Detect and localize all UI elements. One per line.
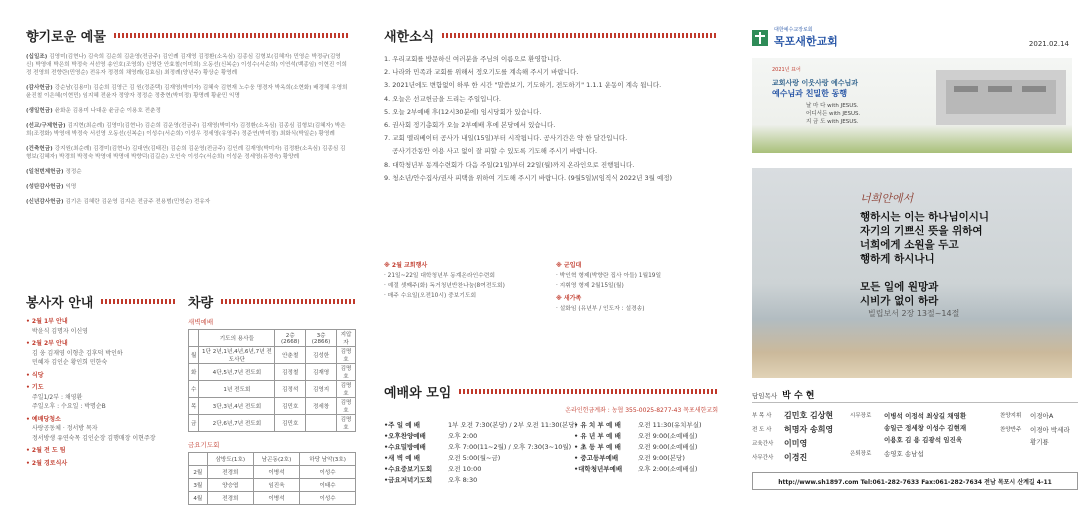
worship-row (384, 464, 574, 475)
table-cell: 양승엽 (207, 479, 253, 492)
offering-list (26, 53, 348, 206)
worship-time: 오후 2:00 (448, 432, 478, 440)
elder-line: 이용호 김 용 김광석 임진욱 (884, 436, 963, 444)
table-cell: 수 (189, 381, 199, 398)
offering-names: 김지현(최순례) 김영미(김현나) 김순희 김운영(전금주) 김재영(박미자) 김정환(소옥심) 김종심 김형보(김혜자) 박은희(조정화) 박영애 박정숙 서선영 오동선(신복순) 이성수(서순희) 이성우 정세영(유영주) 정준연(박미정) 최화식(박일순) 황영례 (26, 123, 346, 137)
staff-name: 이경진 (784, 453, 808, 462)
worship-row (384, 442, 574, 453)
table-cell: 김명호 (336, 347, 355, 364)
verse-line: 행하게 하시나니 (860, 253, 935, 265)
title-rule (442, 33, 718, 38)
volunteer-label: • 2월 전 도 팀 (26, 447, 66, 454)
motto-line2: 예수님과 친밀한 동행 (772, 89, 848, 98)
volunteer-names: 주일1/2부 : 채영환 주일오후 : 수요일 : 박명순B (32, 393, 106, 410)
elders-list (884, 410, 966, 446)
offering-entry (26, 53, 348, 77)
online-account: 온라인헌금계좌 : 농협 355-0025-8277-43 목포새한교회 (565, 407, 718, 414)
gifts-title: 향기로운 예물 (26, 30, 106, 45)
table-cell: 김성한 (306, 347, 337, 364)
motto-sub (806, 102, 860, 126)
table-cell: 전경희 (207, 466, 253, 479)
news-item: 1. 우리교회를 방문하신 여러분을 주님의 이름으로 환영합니다. (384, 55, 562, 63)
table-cell: 4단,5년,7년 전도회 (199, 364, 275, 381)
verse-line: 시비가 없이 하라 (860, 295, 939, 307)
events-right (556, 258, 718, 314)
volunteer-label: • 2월 경로식사 (26, 459, 68, 467)
worship-schedule (384, 420, 718, 486)
worship-title-row (384, 382, 718, 401)
accompanist-block (1000, 424, 1070, 448)
worship-row (574, 431, 718, 442)
offering-names: 김영미(김현나) 김숙희 김순희 김운영(전금주) 김인례 김재영 김정환(소옥심) 김종심 김형보(김혜자) 민영순 박정규(김영신) 박영애 박은희 박정숙 서선영 송인호(조영희) 신영란 안효철(이미희) 오동선(신복순) 이성수(서순희) 이연석(백종임) 이현진 이희정 전영희 전향란(민영순) 전유자 정경희 채영례(김효심) 최정례(양년주) 황상순 황영례 (26, 54, 347, 76)
events-box (384, 258, 718, 314)
worship-row (384, 431, 574, 442)
table-row (189, 479, 356, 492)
offering-entry (26, 198, 348, 206)
offering-entry (26, 183, 348, 191)
table-cell: 2월 (189, 466, 208, 479)
worship-time: 1부 오전 7:30(본당) / 2부 오전 11:30(본당) (448, 421, 578, 429)
cross-icon (752, 30, 768, 46)
offering-category: (건축헌금) (26, 146, 55, 152)
volunteer-item (26, 383, 176, 412)
church-logo (752, 26, 838, 49)
dawn-vehicle-table (188, 329, 356, 432)
denomination: 대한예수교장로회 (774, 27, 813, 33)
table-cell: 김명호 (336, 364, 355, 381)
worship-name: •대학청년부예배 (574, 465, 623, 473)
table-row (189, 347, 356, 364)
verse-line: 너희에게 소원을 두고 (860, 239, 959, 251)
verse-reference: 빌립보서 2장 13절~14절 (868, 309, 960, 318)
table-header-cell: 기도의 용사들 (199, 330, 275, 347)
table-cell: 이병석 (253, 492, 299, 505)
elder-line: 이병석 이정석 최상길 채영환 (884, 412, 967, 420)
table-header-cell (189, 330, 199, 347)
table-cell: 김민호 (275, 398, 306, 415)
event-item: · 지휘영 형제 2월15일(월) (556, 283, 624, 289)
staff-role: 교육간사 (752, 441, 774, 447)
staff-row (752, 410, 852, 422)
offering-entry (26, 84, 348, 100)
worship-name: • 초 등 부 예 배 (574, 443, 621, 451)
worship-time: 오전 5:00(월~금) (448, 454, 501, 462)
offering-names: 익명 (65, 184, 77, 190)
table-cell: 금 (189, 415, 199, 432)
table-header-cell: 지압자 (336, 330, 355, 347)
offering-entry (26, 122, 348, 138)
worship-row (574, 442, 718, 453)
news-item: 7. 교회 멜리베이터 공사가 내일(15일)부터 시작됩니다. 공사기간은 약 한 달간입니다. (384, 134, 628, 143)
offering-category: (생일헌금) (26, 108, 55, 114)
news-panel (370, 0, 732, 516)
table-row (189, 466, 356, 479)
title-rule (221, 299, 356, 304)
table-cell: 김재영 (306, 364, 337, 381)
gifts-title-row (26, 26, 348, 45)
table-cell: 김명호 (336, 381, 355, 398)
worship-name: •새 벽 예 배 (384, 454, 421, 462)
worship-name: •금요저녁기도회 (384, 476, 433, 484)
volunteer-label: • 기도 (26, 384, 44, 391)
verse-line: 행하시는 이는 하나님이시니 (860, 211, 990, 223)
staff-list (752, 410, 852, 466)
verse-heading: 너희안에서 (860, 192, 914, 205)
event-heading: ※ 2월 교회행사 (384, 262, 428, 269)
staff-name: 김민호 김상현 (784, 411, 834, 420)
worship-time: 오전 9:00(소예배실) (638, 432, 698, 440)
staff-role: 사무간사 (752, 455, 774, 461)
table-cell: 김명호 (336, 415, 355, 432)
worship-time: 오후 8:30 (448, 476, 478, 484)
volunteer-item (26, 446, 176, 456)
news-title-row (384, 26, 718, 45)
offering-names: 강순남(김용미) 김순희 김영근 김 원(정준택) 김재영(박미자) 김혜숙 김현재 노수웅 명경자 박옥희(소현화) 배경혜 우영희 윤진철 이은혜(이현민) 임지혜 전윤자 정양자 정정순 정충현(박미정) 황명례 황윤민 익명 (26, 85, 348, 99)
accompanist-names: 이경아 박세라 황기룡 (1030, 426, 1070, 446)
worship-name: • 유 년 부 예 배 (574, 432, 621, 440)
title-rule (101, 299, 176, 304)
worship-row (384, 475, 574, 486)
offering-category: (일천번제헌금) (26, 169, 66, 175)
table-cell: 3월 (189, 479, 208, 492)
table-header-cell: 남곤동(2호) (253, 453, 299, 466)
worship-schedule-right (574, 420, 718, 486)
news-item: 3. 2021년에도 변함없이 하루 한 시간 "말씀보기, 기도하기, 전도하기" 1.1.1 운동이 계속 됩니다. (384, 81, 662, 90)
offering-category: (성탄감사헌금) (26, 184, 66, 190)
worship-name: •수요밀방예배 (384, 443, 426, 451)
volunteer-label: • 2월 1부 안내 (26, 318, 68, 325)
table-cell: 이태수 (300, 479, 356, 492)
event-item: · 21일~22일 대학청년부 동계온라인수련회 (384, 273, 495, 279)
church-building-image (936, 70, 1066, 125)
table-cell: 안춘철 (275, 347, 306, 364)
volunteer-names: 사랑공동체 · 정서방 목자 정서방생 유연숙목 김인순장 김행매장 이현주장 (32, 425, 156, 442)
table-cell: 이병석 (253, 466, 299, 479)
worship-row (574, 464, 718, 475)
table-row (189, 364, 356, 381)
table-header-cell (189, 453, 208, 466)
pastor-name: 박 수 현 (782, 391, 815, 401)
worship-time: 오전 9:00(소예배실) (638, 443, 698, 451)
volunteer-label: • 식당 (26, 371, 44, 379)
staff-row (752, 424, 852, 436)
pastor-label: 담임목사 (752, 392, 778, 400)
vehicle-title-row (188, 292, 356, 311)
elders-block (850, 410, 966, 446)
events-left (384, 258, 546, 314)
table-cell: 이성수 (300, 466, 356, 479)
elder-line: 송일근 정세창 이성수 김현재 (884, 424, 967, 432)
worship-row (574, 420, 718, 431)
verse-line: 모든 일에 원망과 (860, 281, 939, 293)
table-row (189, 398, 356, 415)
offering-names: 강지원(최순례) 김경미(김현나) 김대연(김태진) 김순희 김운영(전금주) 김인례 김재영(박미자) 김정환(소옥심) 김종심 김형보(김혜자) 박경희 박정숙 박영애 박명애 박향덕(김길순) 오인숙 이성수(서순희) 이성운 정세영(유경숙) 황양례 (26, 146, 346, 160)
table-cell: 4월 (189, 492, 208, 505)
table-cell: 김명호 (336, 398, 355, 415)
table-cell: 화 (189, 364, 199, 381)
news-item: 공사기간동안 이용 사고 없이 잘 피할 수 있도록 기도해 주시기 바랍니다. (384, 147, 598, 156)
news-item: 5. 오늘 2부예배 후(12시30분에) 임시당회가 있습니다. (384, 107, 542, 116)
worship-row (384, 420, 578, 431)
table-row (189, 381, 356, 398)
worship-name: •수요중보기도회 (384, 465, 433, 473)
title-rule (114, 33, 348, 38)
offering-entry (26, 107, 348, 115)
staff-name: 허명자 송희영 (784, 425, 834, 434)
offering-category: (감사헌금) (26, 85, 55, 91)
staff-role: 전 도 사 (752, 427, 772, 433)
worship-row (384, 453, 574, 464)
volunteers-title-row (26, 292, 176, 311)
table-cell: 1단 2년,1년,4년,6년,7년 전도사단 (199, 347, 275, 364)
volunteer-names: 김 웅 김재영 이형춘 김후덕 박인하 민혜자 김인순 황인희 민한숙 (32, 349, 123, 366)
table-cell: 월 (189, 347, 199, 364)
title-rule (459, 389, 718, 394)
event-heading: ※ 군입대 (556, 262, 582, 269)
news-item: 4. 오늘은 선교헌금을 드리는 주일입니다. (384, 94, 501, 103)
volunteer-list (26, 317, 176, 468)
table-header-row (189, 453, 356, 466)
news-item: 2. 나라와 민족과 교회를 위해서 정오기도를 계속해 주시기 바랍니다. (384, 68, 579, 77)
worship-name: • 중고등부예배 (574, 454, 619, 462)
volunteer-item (26, 339, 176, 368)
table-cell: 목 (189, 398, 199, 415)
retired-elders-block (850, 448, 924, 460)
staff-name: 이미영 (784, 439, 808, 448)
offering-category: (십일조) (26, 54, 50, 60)
elders-label: 시무장로 (850, 413, 872, 419)
table-cell: 이성수 (300, 492, 356, 505)
cover-panel (740, 0, 1091, 516)
retired-list: 송영호 송남섭 (884, 450, 924, 458)
offering-category: (선교/구제헌금) (26, 123, 68, 129)
vehicle-section (188, 292, 356, 505)
motto-sub-line: 지 금 도 with JESUS. (806, 119, 859, 125)
worship-schedule-left (384, 420, 578, 486)
verse-line: 자기의 기쁘신 뜻을 위하여 (860, 225, 983, 237)
motto-label: 2021년 표어 (772, 67, 801, 73)
event-item: · 예절 셋째주(화) 독거청년반찬나눔(8여전도회) (384, 283, 505, 289)
news-list (384, 53, 718, 185)
staff-role: 부 목 사 (752, 413, 772, 419)
news-title: 새한소식 (384, 30, 435, 45)
table-cell: 3단,3년,4년 전도회 (199, 398, 275, 415)
volunteers-section (26, 292, 176, 471)
motto-line1: 교회사랑 이웃사랑 예수님과 (772, 79, 859, 87)
church-contact-footer: http://www.sh1897.com Tel:061-282-7633 Fax:061-282-7634 전남 목포시 산계길 4-11 (752, 472, 1078, 490)
table-row (189, 492, 356, 505)
table-cell: 1년 전도회 (199, 381, 275, 398)
table-cell: 2단,6년,7년 전도회 (199, 415, 275, 432)
volunteer-item (26, 459, 176, 469)
news-item: 8. 대학청년부 동계수련회가 다음 주일(21일)부터 22일(월)까지 온라인으로 진행됩니다. (384, 160, 635, 169)
church-name: 목포새한교회 (774, 35, 838, 48)
friday-prayer-label: 금요기도회 (188, 441, 220, 449)
volunteer-item (26, 371, 176, 381)
offering-names: 정정순 (65, 169, 82, 175)
worship-title: 예배와 모임 (384, 386, 452, 401)
event-item: · 박인혁 형제(박향란 집사 아들) 1월19일 (556, 273, 662, 279)
conductor-label: 찬양지휘 (1000, 413, 1022, 419)
verse-card (752, 168, 1072, 378)
verse-line (860, 266, 989, 280)
table-cell: 김정철 (275, 364, 306, 381)
volunteer-label: • 2월 2부 안내 (26, 340, 68, 347)
table-cell (306, 415, 337, 432)
vehicle-title: 차량 (188, 296, 214, 311)
volunteer-item (26, 415, 176, 444)
motto-sub-line: 날 마 다 with JESUS. (806, 103, 859, 109)
gifts-panel (0, 0, 362, 516)
worship-name: •주 일 예 배 (384, 421, 421, 429)
volunteer-label: • 예배당청소 (26, 415, 61, 423)
worship-name: •오후찬양예배 (384, 432, 426, 440)
table-header-cell: 하당 남악(3호) (300, 453, 356, 466)
table-cell: 김영지 (306, 381, 337, 398)
offering-names: 김기은 김혜란 김운영 김지은 전금주 전용범(민영순) 전유자 (65, 199, 211, 205)
worship-time: 오전 9:00(본당) (638, 454, 685, 462)
news-item: 6. 권사회 정기총회가 오늘 2부예배 후에 본당에서 있습니다. (384, 121, 556, 130)
worship-time: 오전 11:30(유치부실) (638, 421, 702, 429)
offering-category: (신년감사헌금) (26, 199, 66, 205)
dawn-service-label: 새벽예배 (188, 318, 214, 326)
church-photo (752, 58, 1072, 153)
offering-entry (26, 145, 348, 161)
table-cell: 김민호 (275, 415, 306, 432)
table-header-cell: 2층(2668) (275, 330, 306, 347)
staff-row (752, 452, 852, 464)
offering-entry (26, 168, 348, 176)
retired-label: 은퇴장로 (850, 451, 872, 457)
table-header-row (189, 330, 356, 347)
table-cell: 전경희 (207, 492, 253, 505)
table-header-cell: 3층(2866) (306, 330, 337, 347)
offering-names: 윤화운 김용미 나대운 윤금순 이용호 전춘정 (54, 108, 161, 114)
friday-vehicle-table (188, 452, 356, 505)
event-item: · 매주 수요일(오전10시) 중보기도회 (384, 293, 477, 299)
staff-row (752, 438, 852, 450)
news-item: 9. 청소년/안수집사/권사 피택을 위하여 기도해 주시기 바랍니다. (9월5일)/(임직식 2022년 3월 예정) (384, 173, 673, 182)
verse-text (860, 210, 989, 308)
worship-name: • 유 치 부 예 배 (574, 421, 621, 429)
bulletin-date: 2021.02.14 (1028, 40, 1069, 48)
motto-sub-line: 어디서든 with JESUS. (806, 111, 861, 117)
conductor-block (1000, 410, 1053, 422)
event-heading: ※ 새가족 (556, 295, 582, 302)
event-item: · 설화임 (유년부 / 인도자 : 설경송) (556, 306, 645, 312)
table-cell: 김정석 (275, 381, 306, 398)
worship-section (384, 382, 718, 486)
accompanist-label: 찬양반주 (1000, 427, 1022, 433)
worship-time: 오전 10:00 (448, 465, 482, 473)
table-cell: 정세창 (306, 398, 337, 415)
conductor-name: 이경아A (1030, 412, 1054, 420)
table-header-cell: 삼방도(1호) (207, 453, 253, 466)
worship-row (574, 453, 718, 464)
divider (752, 402, 1078, 403)
worship-time: 오후 7:00(11~2월) / 오후 7:30(3~10월) (448, 443, 572, 451)
volunteer-names: 박윤식 김명자 이신영 (32, 327, 88, 335)
volunteers-title: 봉사자 안내 (26, 296, 94, 311)
worship-time: 오후 2:00(소예배실) (638, 465, 698, 473)
table-cell: 임진욱 (253, 479, 299, 492)
volunteer-item (26, 317, 176, 336)
senior-pastor (752, 388, 814, 401)
table-row (189, 415, 356, 432)
